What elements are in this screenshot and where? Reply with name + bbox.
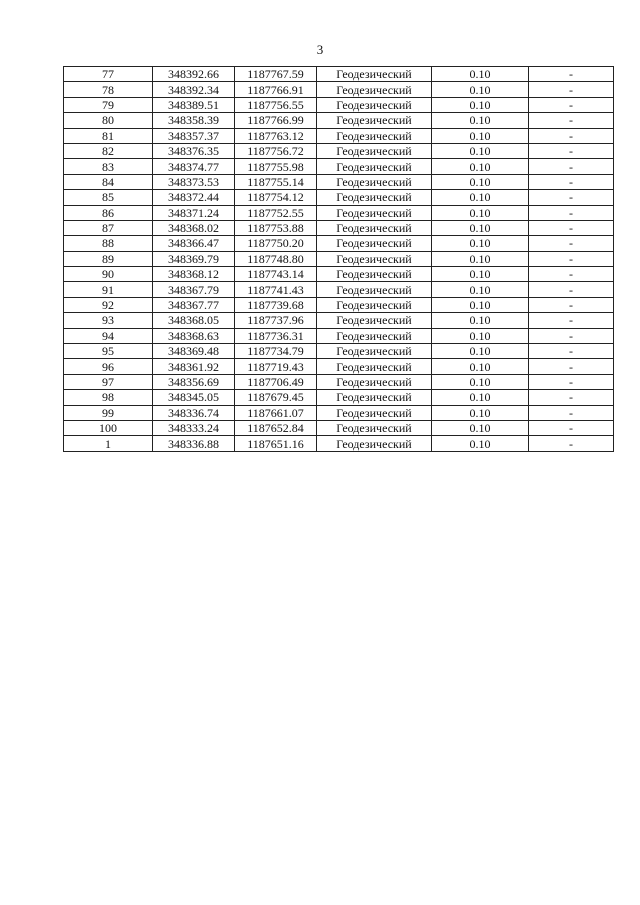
x-coordinate-cell: 348373.53 — [153, 174, 235, 189]
method-cell: Геодезический — [317, 328, 432, 343]
method-cell: Геодезический — [317, 282, 432, 297]
table-row — [64, 82, 614, 97]
table-row — [64, 143, 614, 158]
point-number-cell: 87 — [64, 220, 153, 235]
point-number-cell: 84 — [64, 174, 153, 189]
point-number-cell: 89 — [64, 251, 153, 266]
accuracy-cell: 0.10 — [432, 67, 529, 82]
accuracy-cell: 0.10 — [432, 159, 529, 174]
accuracy-cell: 0.10 — [432, 328, 529, 343]
accuracy-cell: 0.10 — [432, 205, 529, 220]
point-number-cell: 91 — [64, 282, 153, 297]
table-row — [64, 344, 614, 359]
point-number-cell: 90 — [64, 267, 153, 282]
accuracy-cell: 0.10 — [432, 128, 529, 143]
x-coordinate-cell: 348376.35 — [153, 143, 235, 158]
y-coordinate-cell: 1187741.43 — [235, 282, 317, 297]
method-cell: Геодезический — [317, 436, 432, 451]
table-row — [64, 236, 614, 251]
y-coordinate-cell: 1187753.88 — [235, 220, 317, 235]
point-number-cell: 78 — [64, 82, 153, 97]
method-cell: Геодезический — [317, 251, 432, 266]
table-row — [64, 420, 614, 435]
x-coordinate-cell: 348392.34 — [153, 82, 235, 97]
description-cell: - — [529, 143, 614, 158]
y-coordinate-cell: 1187737.96 — [235, 313, 317, 328]
description-cell: - — [529, 67, 614, 82]
description-cell: - — [529, 174, 614, 189]
method-cell: Геодезический — [317, 67, 432, 82]
y-coordinate-cell: 1187652.84 — [235, 420, 317, 435]
point-number-cell: 94 — [64, 328, 153, 343]
description-cell: - — [529, 359, 614, 374]
table-row — [64, 374, 614, 389]
x-coordinate-cell: 348367.77 — [153, 297, 235, 312]
accuracy-cell: 0.10 — [432, 267, 529, 282]
accuracy-cell: 0.10 — [432, 190, 529, 205]
accuracy-cell: 0.10 — [432, 82, 529, 97]
description-cell: - — [529, 159, 614, 174]
y-coordinate-cell: 1187766.99 — [235, 113, 317, 128]
x-coordinate-cell: 348361.92 — [153, 359, 235, 374]
x-coordinate-cell: 348357.37 — [153, 128, 235, 143]
x-coordinate-cell: 348374.77 — [153, 159, 235, 174]
accuracy-cell: 0.10 — [432, 374, 529, 389]
x-coordinate-cell: 348336.88 — [153, 436, 235, 451]
table-row — [64, 128, 614, 143]
x-coordinate-cell: 348368.63 — [153, 328, 235, 343]
x-coordinate-cell: 348371.24 — [153, 205, 235, 220]
table-row — [64, 97, 614, 112]
x-coordinate-cell: 348358.39 — [153, 113, 235, 128]
point-number-cell: 79 — [64, 97, 153, 112]
point-number-cell: 99 — [64, 405, 153, 420]
method-cell: Геодезический — [317, 82, 432, 97]
method-cell: Геодезический — [317, 390, 432, 405]
page-number: 3 — [316, 42, 324, 57]
accuracy-cell: 0.10 — [432, 251, 529, 266]
point-number-cell: 1 — [64, 436, 153, 451]
table-row — [64, 220, 614, 235]
method-cell: Геодезический — [317, 313, 432, 328]
y-coordinate-cell: 1187766.91 — [235, 82, 317, 97]
table-row — [64, 174, 614, 189]
x-coordinate-cell: 348336.74 — [153, 405, 235, 420]
accuracy-cell: 0.10 — [432, 174, 529, 189]
description-cell: - — [529, 313, 614, 328]
y-coordinate-cell: 1187755.14 — [235, 174, 317, 189]
description-cell: - — [529, 97, 614, 112]
description-cell: - — [529, 282, 614, 297]
method-cell: Геодезический — [317, 220, 432, 235]
y-coordinate-cell: 1187651.16 — [235, 436, 317, 451]
y-coordinate-cell: 1187756.72 — [235, 143, 317, 158]
method-cell: Геодезический — [317, 174, 432, 189]
table-row — [64, 359, 614, 374]
x-coordinate-cell: 348366.47 — [153, 236, 235, 251]
point-number-cell: 83 — [64, 159, 153, 174]
y-coordinate-cell: 1187734.79 — [235, 344, 317, 359]
y-coordinate-cell: 1187743.14 — [235, 267, 317, 282]
x-coordinate-cell: 348356.69 — [153, 374, 235, 389]
accuracy-cell: 0.10 — [432, 344, 529, 359]
point-number-cell: 85 — [64, 190, 153, 205]
y-coordinate-cell: 1187763.12 — [235, 128, 317, 143]
table-row — [64, 405, 614, 420]
method-cell: Геодезический — [317, 236, 432, 251]
accuracy-cell: 0.10 — [432, 236, 529, 251]
method-cell: Геодезический — [317, 190, 432, 205]
table-row — [64, 190, 614, 205]
description-cell: - — [529, 390, 614, 405]
description-cell: - — [529, 82, 614, 97]
accuracy-cell: 0.10 — [432, 313, 529, 328]
x-coordinate-cell: 348372.44 — [153, 190, 235, 205]
method-cell: Геодезический — [317, 344, 432, 359]
x-coordinate-cell: 348392.66 — [153, 67, 235, 82]
point-number-cell: 98 — [64, 390, 153, 405]
method-cell: Геодезический — [317, 128, 432, 143]
y-coordinate-cell: 1187719.43 — [235, 359, 317, 374]
description-cell: - — [529, 113, 614, 128]
y-coordinate-cell: 1187661.07 — [235, 405, 317, 420]
x-coordinate-cell: 348368.02 — [153, 220, 235, 235]
point-number-cell: 81 — [64, 128, 153, 143]
point-number-cell: 96 — [64, 359, 153, 374]
x-coordinate-cell: 348368.05 — [153, 313, 235, 328]
method-cell: Геодезический — [317, 143, 432, 158]
description-cell: - — [529, 405, 614, 420]
y-coordinate-cell: 1187750.20 — [235, 236, 317, 251]
table-row — [64, 251, 614, 266]
accuracy-cell: 0.10 — [432, 282, 529, 297]
x-coordinate-cell: 348368.12 — [153, 267, 235, 282]
method-cell: Геодезический — [317, 405, 432, 420]
method-cell: Геодезический — [317, 297, 432, 312]
table-row — [64, 113, 614, 128]
y-coordinate-cell: 1187755.98 — [235, 159, 317, 174]
x-coordinate-cell: 348369.48 — [153, 344, 235, 359]
point-number-cell: 97 — [64, 374, 153, 389]
accuracy-cell: 0.10 — [432, 113, 529, 128]
coordinates-table — [63, 66, 614, 452]
accuracy-cell: 0.10 — [432, 297, 529, 312]
description-cell: - — [529, 297, 614, 312]
table-row — [64, 297, 614, 312]
point-number-cell: 88 — [64, 236, 153, 251]
method-cell: Геодезический — [317, 359, 432, 374]
description-cell: - — [529, 420, 614, 435]
y-coordinate-cell: 1187679.45 — [235, 390, 317, 405]
accuracy-cell: 0.10 — [432, 220, 529, 235]
y-coordinate-cell: 1187736.31 — [235, 328, 317, 343]
y-coordinate-cell: 1187754.12 — [235, 190, 317, 205]
method-cell: Геодезический — [317, 97, 432, 112]
description-cell: - — [529, 374, 614, 389]
point-number-cell: 92 — [64, 297, 153, 312]
table-row — [64, 313, 614, 328]
description-cell: - — [529, 128, 614, 143]
accuracy-cell: 0.10 — [432, 359, 529, 374]
point-number-cell: 80 — [64, 113, 153, 128]
accuracy-cell: 0.10 — [432, 436, 529, 451]
x-coordinate-cell: 348333.24 — [153, 420, 235, 435]
point-number-cell: 100 — [64, 420, 153, 435]
description-cell: - — [529, 236, 614, 251]
coordinates-table-body — [64, 67, 614, 452]
table-row — [64, 328, 614, 343]
x-coordinate-cell: 348389.51 — [153, 97, 235, 112]
description-cell: - — [529, 220, 614, 235]
table-row — [64, 436, 614, 451]
accuracy-cell: 0.10 — [432, 143, 529, 158]
accuracy-cell: 0.10 — [432, 97, 529, 112]
point-number-cell: 86 — [64, 205, 153, 220]
method-cell: Геодезический — [317, 113, 432, 128]
description-cell: - — [529, 190, 614, 205]
description-cell: - — [529, 344, 614, 359]
x-coordinate-cell: 348369.79 — [153, 251, 235, 266]
accuracy-cell: 0.10 — [432, 390, 529, 405]
table-row — [64, 159, 614, 174]
table-row — [64, 282, 614, 297]
y-coordinate-cell: 1187739.68 — [235, 297, 317, 312]
y-coordinate-cell: 1187752.55 — [235, 205, 317, 220]
description-cell: - — [529, 267, 614, 282]
description-cell: - — [529, 436, 614, 451]
y-coordinate-cell: 1187756.55 — [235, 97, 317, 112]
point-number-cell: 82 — [64, 143, 153, 158]
description-cell: - — [529, 205, 614, 220]
table-row — [64, 390, 614, 405]
table-row — [64, 267, 614, 282]
table-row — [64, 205, 614, 220]
method-cell: Геодезический — [317, 374, 432, 389]
method-cell: Геодезический — [317, 159, 432, 174]
point-number-cell: 95 — [64, 344, 153, 359]
method-cell: Геодезический — [317, 267, 432, 282]
y-coordinate-cell: 1187767.59 — [235, 67, 317, 82]
description-cell: - — [529, 328, 614, 343]
method-cell: Геодезический — [317, 205, 432, 220]
point-number-cell: 93 — [64, 313, 153, 328]
point-number-cell: 77 — [64, 67, 153, 82]
accuracy-cell: 0.10 — [432, 405, 529, 420]
x-coordinate-cell: 348367.79 — [153, 282, 235, 297]
description-cell: - — [529, 251, 614, 266]
y-coordinate-cell: 1187748.80 — [235, 251, 317, 266]
table-row — [64, 67, 614, 82]
y-coordinate-cell: 1187706.49 — [235, 374, 317, 389]
method-cell: Геодезический — [317, 420, 432, 435]
accuracy-cell: 0.10 — [432, 420, 529, 435]
x-coordinate-cell: 348345.05 — [153, 390, 235, 405]
